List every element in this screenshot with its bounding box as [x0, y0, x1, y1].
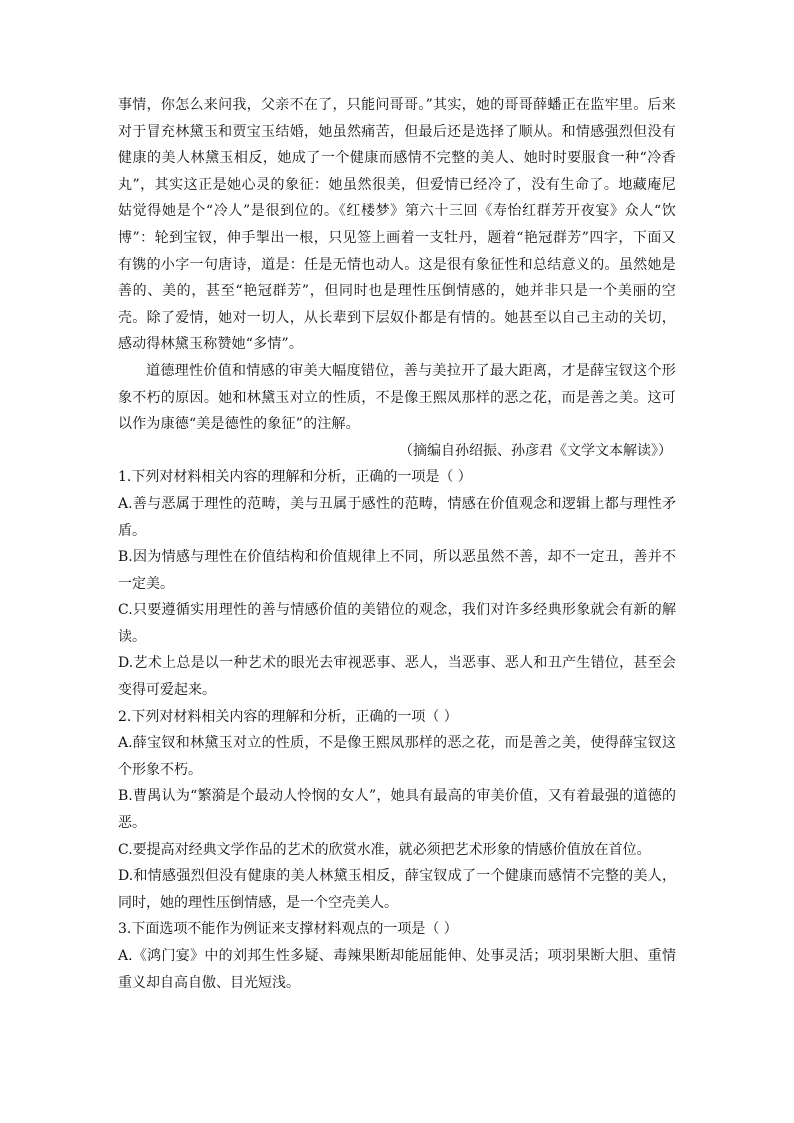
option-d: D.和情感强烈但没有健康的美人林黛玉相反，薛宝钗成了一个健康而感情不完整的美人，同时，她的理性压倒情感，是一个空壳美人。 — [118, 868, 676, 911]
question-3 — [118, 916, 676, 996]
passage-paragraph-2: 道德理性价值和情感的审美大幅度错位，善与美拉开了最大距离，才是薛宝钗这个形象不朽的原因。她和林黛玉对立的性质，不是像王熙凤那样的恶之花，而是善之美。这可以作为康德“美是德性的象征”的注解。 — [118, 362, 676, 433]
question-stem: 2.下列对材料相关内容的理解和分析，正确的一项（ ） — [118, 708, 458, 725]
option-b: B.因为情感与理性在价值结构和价值规律上不同，所以恶虽然不善，却不一定丑，善并不一定美。 — [118, 549, 676, 592]
question-stem: 1.下列对材料相关内容的理解和分析，正确的一项是（ ） — [118, 469, 472, 486]
option-c: C.只要遵循实用理性的善与情感价值的美错位的观念，我们对许多经典形象就会有新的解读。 — [118, 602, 676, 645]
option-a: A.薛宝钗和林黛玉对立的性质，不是像王熙凤那样的恶之花，而是善之美，使得薛宝钗这个形象不朽。 — [118, 735, 676, 778]
passage-source: （摘编自孙绍振、孙彦君《文学文本解读》） — [399, 442, 672, 459]
option-b: B.曹禺认为“繁漪是个最动人怜悯的女人”，她具有最高的审美价值，又有着最强的道德的恶。 — [118, 788, 676, 832]
option-c: C.要提高对经典文学作品的艺术的欣赏水准，就必须把艺术形象的情感价值放在首位。 — [118, 841, 651, 858]
option-d: D.艺术上总是以一种艺术的眼光去审视恶事、恶人，当恶事、恶人和丑产生错位，甚至会变得可爱起来。 — [118, 655, 676, 699]
document-page — [118, 92, 676, 996]
passage-paragraph-1: 事情，你怎么来问我，父亲不在了，只能问哥哥。”其实，她的哥哥薛蟠正在监牢里。后来对于冒充林黛玉和贾宝玉结婚，她虽然痛苦，但最后还是选择了顺从。和情感强烈但没有健康的美人林黛玉相反，她成了一个健康而感情不完整的美人、她时时要服食一种“冷香丸”，其实这正是她心灵的象征：她虽然很美，但爱情已经冷了，没有生命了。地藏庵尼姑觉得她是个“冷人”是很到位的。《红楼梦》第六十三回《寿怡红群芳开夜宴》众人“饮博”：轮到宝钗，伸手掣出一根，只见签上画着一支牡丹，题着“艳冠群芳”四字，下面又有镌的小字一句唐诗，道是：任是无情也动人。这是很有象征性和总结意义的。虽然她是善的、美的，甚至“艳冠群芳”，但同时也是理性压倒情感的，她并非只是一个美丽的空壳。除了爱情，她对一切人，从长辈到下层奴仆都是有情的。她甚至以自己主动的关切，感动得林黛玉称赞她“多情”。 — [118, 97, 676, 353]
question-1 — [118, 464, 676, 703]
question-stem: 3.下面选项不能作为例证来支撑材料观点的一项是（ ） — [118, 921, 458, 938]
option-a: A.《鸿门宴》中的刘邦生性多疑、毒辣果断却能屈能伸、处事灵活；项羽果断大胆、重情重义却自高自傲、目光短浅。 — [118, 948, 676, 991]
question-2 — [118, 704, 676, 917]
option-a: A.善与恶属于理性的范畴，美与丑属于感性的范畴，情感在价值观念和逻辑上都与理性矛盾。 — [118, 495, 676, 539]
